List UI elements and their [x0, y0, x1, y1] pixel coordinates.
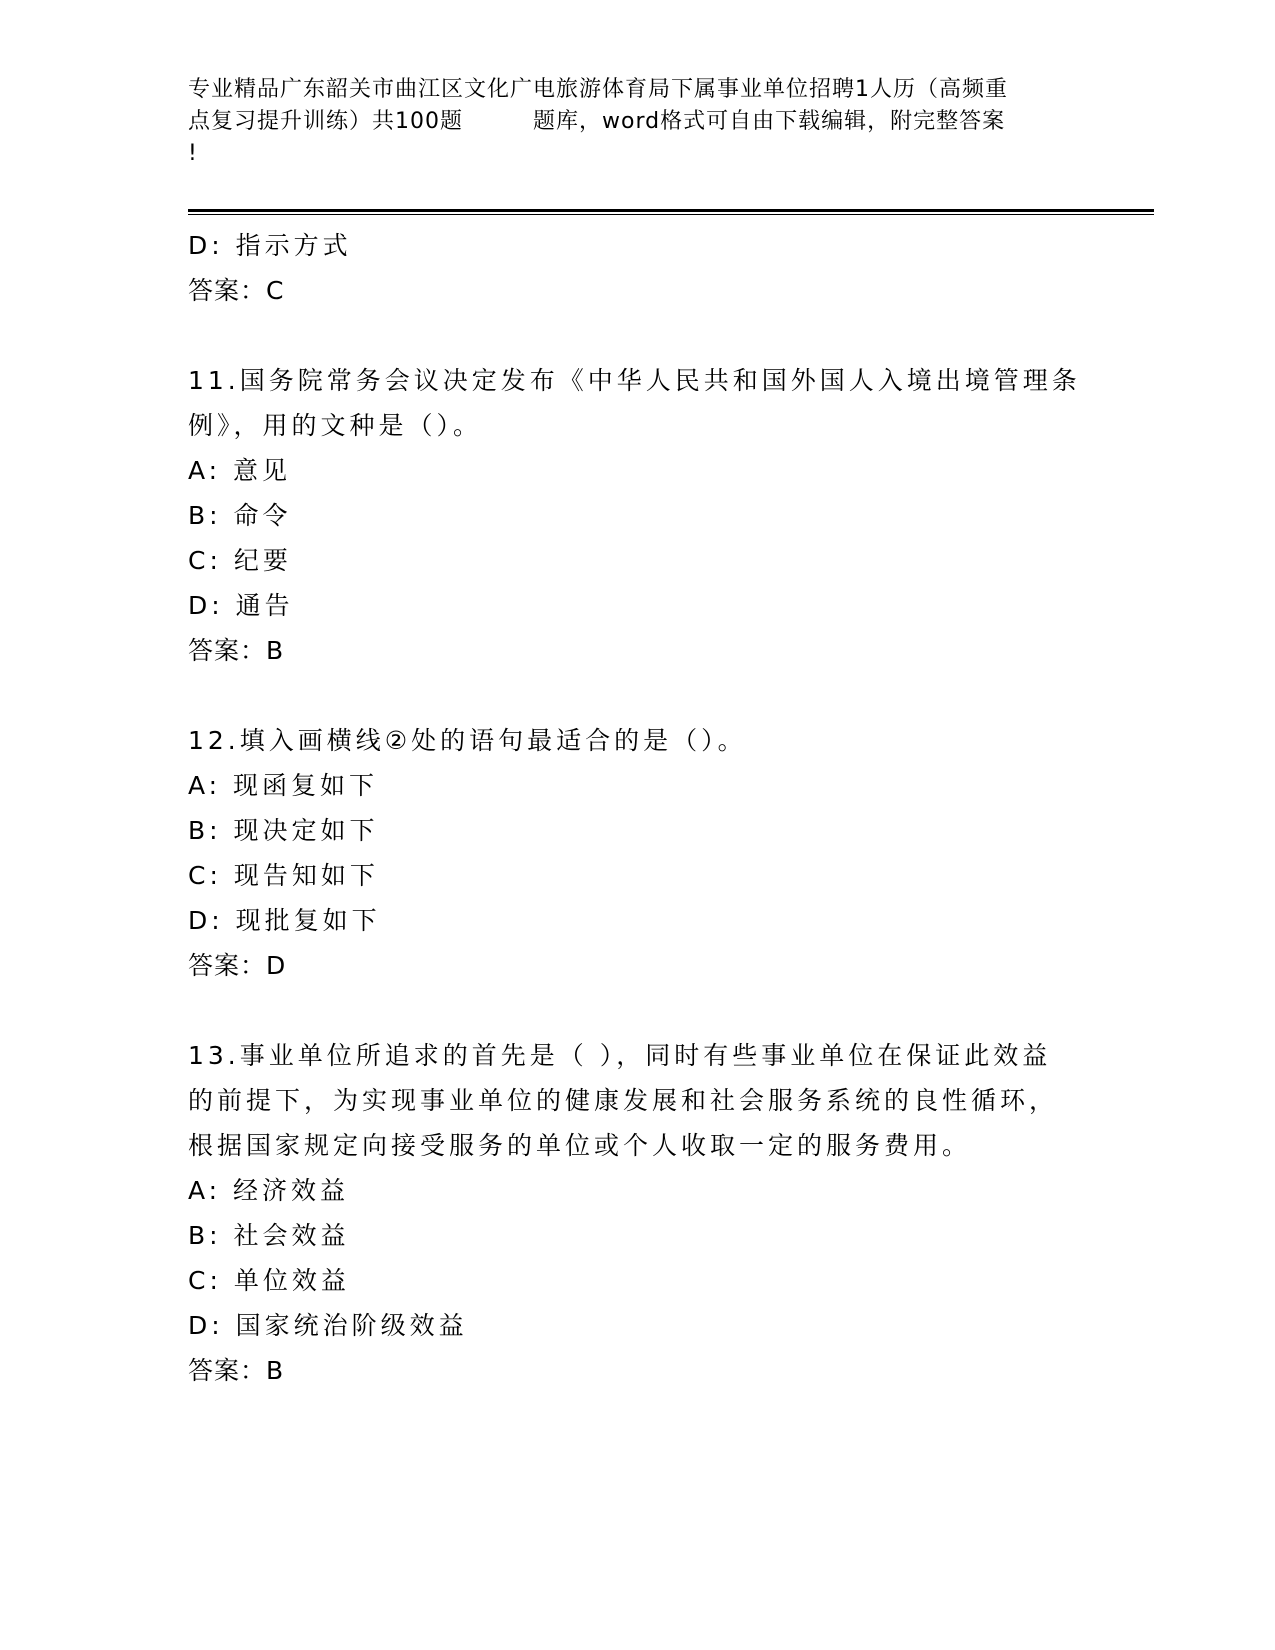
q12-option-c: C: 现告知如下 — [188, 861, 379, 890]
q11-stem-line-1: 11.国务院常务会议决定发布《中华人民共和国外国人入境出境管理条 — [188, 366, 1081, 395]
header-divider-thick — [188, 209, 1154, 212]
q11-answer: 答案：B — [188, 636, 285, 665]
q13-stem-line-2: 的前提下，为实现事业单位的健康发展和社会服务系统的良性循环， — [188, 1086, 1059, 1115]
spacer — [188, 673, 1088, 718]
q11-stem-line-2: 例》，用的文种是（）。 — [188, 411, 483, 440]
document-body — [188, 223, 1088, 1393]
q11-option-d: D: 通告 — [188, 591, 294, 620]
header-divider-thin — [188, 214, 1154, 215]
q12-option-d: D: 现批复如下 — [188, 906, 381, 935]
spacer — [188, 313, 1088, 358]
q11-option-b: B: 命令 — [188, 501, 292, 530]
q12-answer: 答案：D — [188, 951, 287, 980]
header-line-3: ! — [188, 141, 198, 166]
q13-option-b: B: 社会效益 — [188, 1221, 350, 1250]
q11-option-a: A: 意见 — [188, 456, 292, 485]
q11-option-c: C: 纪要 — [188, 546, 292, 575]
q12-stem-line-1: 12.填入画横线②处的语句最适合的是（）。 — [188, 726, 747, 755]
q13-stem-line-3: 根据国家规定向接受服务的单位或个人收取一定的服务费用。 — [188, 1131, 972, 1160]
q12-option-a: A: 现函复如下 — [188, 771, 379, 800]
prev-option-d: D: 指示方式 — [188, 231, 352, 260]
header-line-2a: 点复习提升训练）共100题 — [188, 109, 463, 134]
q13-option-c: C: 单位效益 — [188, 1266, 350, 1295]
q13-option-d: D: 国家统治阶级效益 — [188, 1311, 468, 1340]
q13-answer: 答案：B — [188, 1356, 285, 1385]
spacer — [188, 988, 1088, 1033]
q12-option-b: B: 现决定如下 — [188, 816, 379, 845]
q13-stem-line-1: 13.事业单位所追求的首先是（ ），同时有些事业单位在保证此效益 — [188, 1041, 1052, 1070]
document-header — [188, 74, 1088, 170]
header-line-2 — [188, 106, 1088, 138]
q13-option-a: A: 经济效益 — [188, 1176, 350, 1205]
header-line-2b: 题库，word格式可自由下载编辑，附完整答案 — [533, 109, 1006, 134]
prev-answer: 答案：C — [188, 276, 285, 305]
header-line-1: 专业精品广东韶关市曲江区文化广电旅游体育局下属事业单位招聘1人历（高频重 — [188, 77, 1008, 102]
